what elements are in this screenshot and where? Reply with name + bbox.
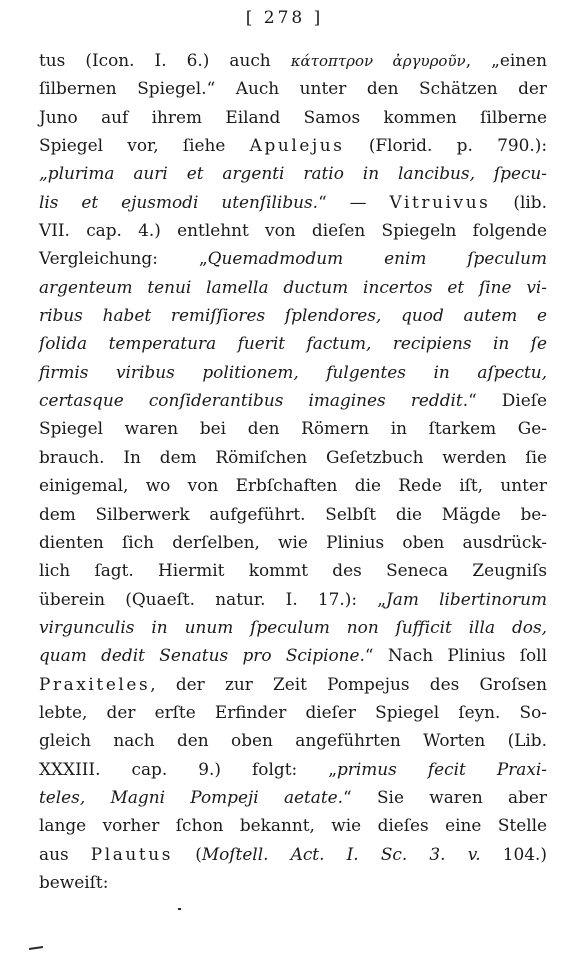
text-line — [39, 811, 547, 839]
text-run: , „einen — [465, 50, 547, 70]
text-run: lange vorher ſchon bekannt, wie dieſes eine Stelle — [39, 815, 547, 836]
text-run: teles, Magni Pompeji aetate. — [39, 786, 344, 807]
text-line — [39, 755, 547, 783]
text-line — [39, 783, 547, 811]
text-run: Apulejus — [249, 135, 345, 156]
text-run: gleich nach den oben angeführten Worten (Lib. — [39, 730, 547, 751]
text-run: überein (Quaeſt. natur. I. 17.): „ — [39, 588, 387, 609]
text-run: beweiſt: — [39, 871, 109, 892]
text-line — [39, 103, 547, 131]
text-line — [39, 500, 547, 528]
text-run: VII. cap. 4.) entlehnt von dieſen Spiegeln folgende — [39, 220, 547, 241]
text-run: ſolida temperatura fuerit factum, recipiens in ſe — [39, 333, 547, 354]
text-run: “ — — [318, 191, 390, 212]
text-run: lebte, der erſte Erfinder dieſer Spiegel ſeyn. So- — [39, 701, 547, 722]
text-run: Spiegel vor, ſiehe — [39, 135, 250, 156]
text-run: brauch. In dem Römiſchen Geſetzbuch werden ſie — [39, 446, 547, 467]
text-run: (lib. — [490, 191, 547, 212]
text-line — [39, 471, 547, 499]
text-run: Juno auf ihrem Eiland Samos kommen ſilberne — [39, 106, 547, 127]
text-line — [39, 188, 547, 216]
text-run: Moſtell. Act. I. Sc. 3. v. — [201, 843, 481, 864]
text-run: aus — [39, 843, 91, 864]
text-line — [39, 273, 547, 301]
text-line — [39, 698, 547, 726]
text-run: argenteum tenui lamella ductum incertos et ſine vi- — [39, 276, 547, 297]
text-line — [39, 74, 547, 102]
text-run: „plurima auri et argenti ratio in lancibus, ſpecu- — [39, 163, 547, 184]
text-run: Plautus — [90, 843, 174, 864]
text-run: Vitruivus — [389, 191, 491, 212]
ink-blemish-small — [178, 908, 181, 910]
text-line — [39, 556, 547, 584]
text-run: Spiegel waren bei den Römern in ſtarkem Ge- — [39, 418, 547, 439]
text-line — [39, 414, 547, 442]
text-run: ( — [173, 843, 202, 864]
text-run: Jam libertinorum — [386, 588, 547, 609]
text-line — [39, 131, 547, 159]
text-run: ſilbernen Spiegel.“ Auch unter den Schätzen der — [39, 78, 547, 99]
text-line — [39, 613, 547, 641]
text-run: κάτοπτρον ἀργυροῦν — [290, 52, 466, 70]
text-run: virgunculis in unum ſpeculum non ſufficit illa dos, — [39, 616, 547, 637]
text-run: primus fecit Praxi- — [336, 758, 547, 779]
text-line — [39, 358, 547, 386]
text-run: certasque conſiderantibus imagines reddit. — [39, 390, 469, 411]
text-run: , der zur Zeit Pompejus des Groſsen — [150, 673, 547, 694]
text-line — [39, 868, 547, 896]
text-run: “ Sie waren aber — [343, 786, 547, 807]
text-line — [39, 216, 547, 244]
text-line — [39, 329, 547, 357]
text-line — [39, 443, 547, 471]
text-run: dem Silberwerk aufgeführt. Selbſt die Mägde be- — [39, 503, 547, 524]
text-run: “ Nach Plinius ſoll — [364, 645, 547, 666]
text-run: quam dedit Senatus pro Scipione. — [39, 645, 365, 666]
text-run: firmis viribus politionem, fulgentes in aſpectu, — [39, 361, 547, 382]
text-run: Praxiteles — [39, 673, 151, 694]
text-run: Vergleichung: „ — [39, 248, 208, 269]
text-run: lis et ejusmodi utenſilibus. — [39, 191, 319, 212]
text-run: “ Dieſe — [468, 390, 547, 411]
text-line — [39, 301, 547, 329]
text-line — [39, 244, 547, 272]
text-run: (Florid. p. 790.): — [344, 135, 548, 156]
text-run: 104.) — [480, 843, 547, 864]
text-line — [39, 46, 547, 74]
text-run: dienten ſich derſelben, wie Plinius oben ausdrück- — [39, 531, 547, 552]
body-text — [39, 46, 547, 896]
ink-blemish-left — [29, 946, 43, 950]
text-run: Quemadmodum enim ſpeculum — [207, 248, 547, 269]
text-line — [39, 641, 547, 669]
text-run: tus (Icon. I. 6.) auch — [39, 50, 291, 70]
text-line — [39, 726, 547, 754]
text-run: lich ſagt. Hiermit kommt des Seneca Zeugniſs — [39, 560, 547, 581]
text-line — [39, 386, 547, 414]
text-line — [39, 840, 547, 868]
text-run: XXXIII. cap. 9.) folgt: „ — [39, 758, 337, 779]
text-run: einigemal, wo von Erbſchaften die Rede iſt, unter — [39, 475, 547, 496]
text-line — [39, 159, 547, 187]
text-run: ribus habet remiſſiores ſplendores, quod autem e — [39, 305, 547, 326]
page-number: [ 278 ] — [245, 8, 324, 28]
text-line — [39, 585, 547, 613]
text-line — [39, 670, 547, 698]
text-line — [39, 528, 547, 556]
